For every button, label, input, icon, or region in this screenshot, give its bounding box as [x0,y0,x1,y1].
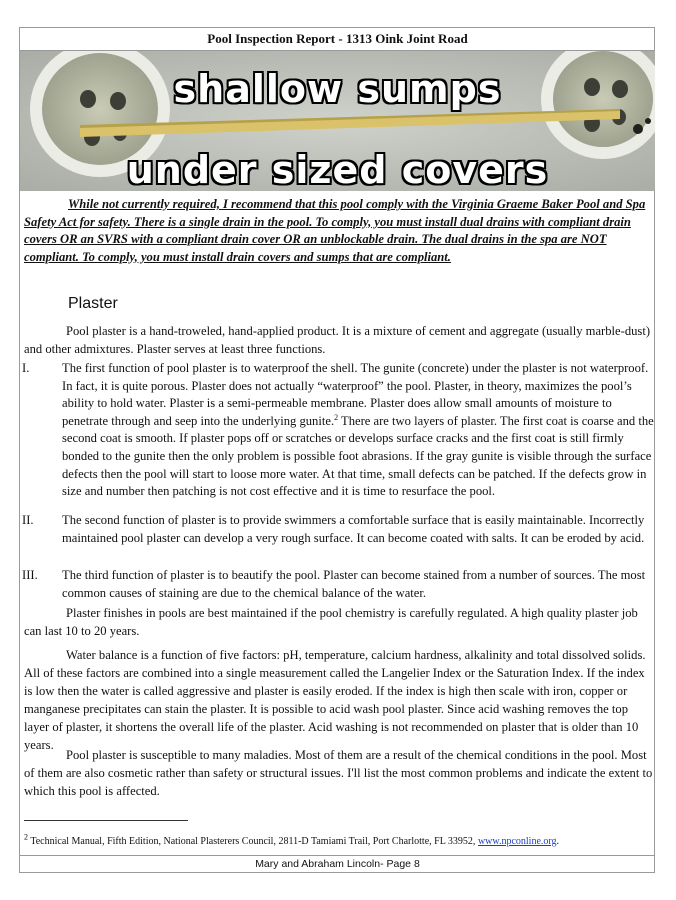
footnote-text: Technical Manual, Fifth Edition, National Plasterers Council, 2811-D Tamiami Trail, Port Charlotte, FL 33952, [28,836,478,847]
footnote-link[interactable]: www.npconline.org [477,836,557,847]
page-footer: Mary and Abraham Lincoln- Page 8 [255,858,420,870]
list-item [22,567,654,602]
list-number: III. [22,568,38,582]
list-item [22,512,654,547]
drain-photo [20,51,655,191]
balance-text: Water balance is a function of five factors: pH, temperature, calcium hardness, alkalinity and total dissolved solids. All of these factors are combined into a single measurement called the Langelier Index or the Saturation Index. If the index is low then the water is called aggressive and plaster is easily eroded. If the index is high then scale with iron, copper or manganese precipitates can stain the plaster. It is possible to acid wash pool plaster. Since acid washing removes the top layer of plaster, it shortens the overall life of the plaster. Acid washing is not recommended on plaster that is older than 10 years. [24,648,646,752]
list-text: The third function of plaster is to beautify the pool. Plaster can become stained from a number of sources. The most common causes of staining are due to the chemical balance of the water. [62,568,646,600]
recommendation-text: While not currently required, I recommend that this pool comply with the Virginia Graeme Baker Pool and Spa Safety Act for safety. There is a single drain in the pool. To comply, you must install dual drains with compliant drain covers OR an SVRS with a compliant drain cover OR an unblockable drain. The dual drains in the spa are NOT compliant. To comply, you must install drain covers and sumps that are compliant. [24,197,646,264]
footnote-ref: 2 [334,412,339,422]
list-item [22,360,654,501]
photo-caption-line1: shallow sumps [173,67,502,111]
maladies-paragraph [24,746,654,800]
finish-text: Plaster finishes in pools are best maintained if the pool chemistry is carefully regulated. A high quality plaster job can last 10 to 20 years. [24,606,638,638]
maladies-text: Pool plaster is susceptible to many maladies. Most of them are a result of the chemical conditions in the pool. Most of them are also cosmetic rather than safety or structural issues. I'll list the most common problems and indicate the extent to which this pool is affected. [24,748,653,798]
list-number: I. [22,361,30,375]
intro-paragraph [24,322,654,358]
list-text-part: There are two layers of plaster. The first coat is coarse and the second coat is smooth. If plaster pops off or scratches or develops surface cracks and the first coat is still firmly bonded to the gunite then the only problem is possible foot abrasions. If the gray gunite is visible through the surface defects then the pool will start to loose more water. At that time, small defects can be patched. If the defects grow in size and number then patching is not cost effective and it is time to resurface the pool. [62,413,654,499]
footer-divider [20,855,655,856]
footnote-divider [24,820,188,821]
footnote-number: 2 [24,832,28,842]
intro-text: Pool plaster is a hand-troweled, hand-applied product. It is a mixture of cement and aggregate (usually marble-dust) and other admixtures. Plaster serves at least three functions. [24,324,651,356]
list-text-part: The first function of pool plaster is to waterproof the shell. The gunite (concrete) under the plaster is not waterproof. In fact, it is quite porous. Plaster does not actually “waterproof” the pool. Plaster, in theory, maximizes the pool’s ability to hold water. Plaster is a semi-permeable membrane. Plaster does allow small amounts of moisture to penetrate through and seep into the underlying gunite. [62,361,649,428]
list-text [62,360,654,501]
list-text: The second function of plaster is to provide swimmers a comfortable surface that is easily maintainable. Incorrectly maintained pool plaster can develop a very rough surface. It can become coated with salts. It can be eroded by acid. [62,513,645,545]
footnote-end: . [556,836,560,847]
balance-paragraph [24,646,654,754]
finish-paragraph [24,604,654,640]
footnote [24,832,560,847]
section-heading: Plaster [68,295,118,312]
photo-caption-line2: under sized covers [126,148,549,191]
list-number: II. [22,513,34,527]
page-header-title: Pool Inspection Report - 1313 Oink Joint Road [207,31,468,46]
recommendation-notice [24,196,654,266]
